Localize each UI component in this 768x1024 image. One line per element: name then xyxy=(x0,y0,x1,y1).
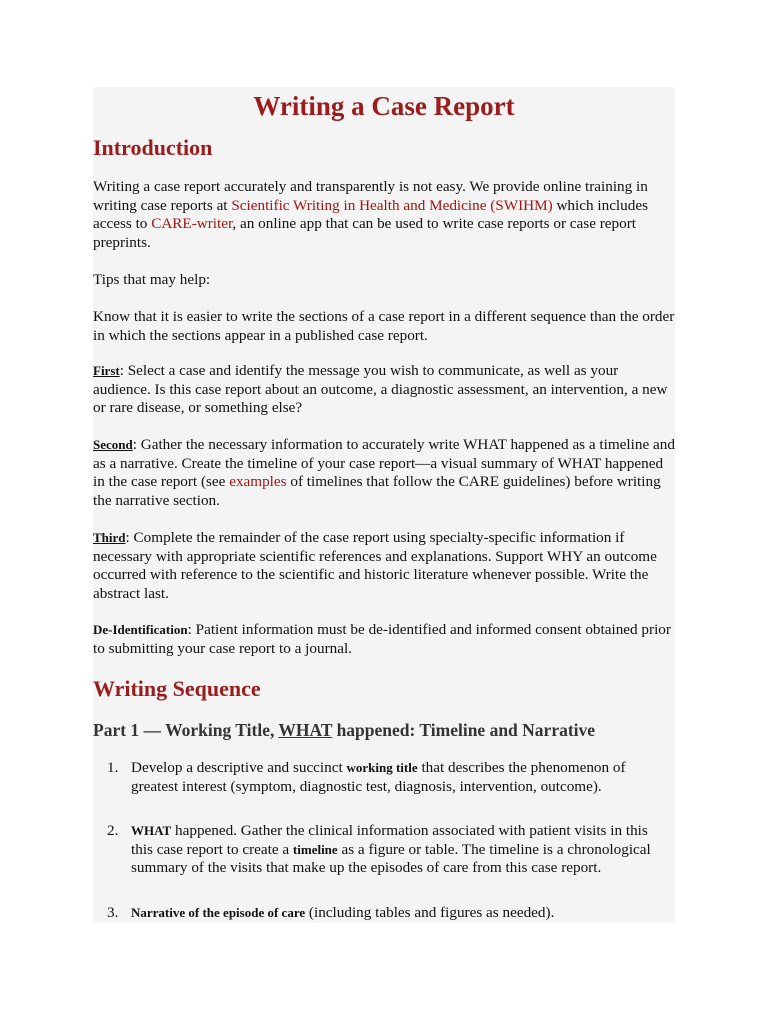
intro-text-a: Writing a case report accurately and transparently is not easy. We provide online training in writing case reports at xyxy=(93,178,648,214)
intro-text-c: , an online app that can be used to write case reports or case report preprints. xyxy=(93,215,636,251)
page-title: Writing a Case Report xyxy=(253,91,515,121)
deidentification-paragraph xyxy=(93,621,675,658)
second-text-b: of timelines that follow the CARE guidelines) before writing the narrative section. xyxy=(93,473,661,509)
second-text-a: : Gather the necessary information to accurately write WHAT happened as a timeline and as a narrative. Create the timeline of your case report—a visual summary of WHAT happened in the case report (see xyxy=(93,436,675,491)
tips-paragraph: Tips that may help: xyxy=(93,271,211,288)
item2-text-c: happened. Gather the clinical information associated with patient visits in this this case report to create a xyxy=(131,822,648,858)
item1-text-c: that describes the phenomenon of greatest interest (symptom, diagnostic test, diagnosis, intervention, outcome). xyxy=(131,759,626,795)
narrative-term: Narrative of the episode of care xyxy=(131,905,306,920)
item3-text-c: (including tables and figures as needed). xyxy=(305,904,555,921)
part1-what: WHAT xyxy=(278,720,333,740)
first-label: First xyxy=(93,363,120,378)
third-text: : Complete the remainder of the case report using specialty-specific information if necessary with appropriate scientific references and explanations. Support WHY an outcome occurred with reference to the scientific and historic literature whenever possible. Write the abstract last. xyxy=(93,529,657,602)
introduction-heading: Introduction xyxy=(93,135,213,160)
swihm-link[interactable]: Scientific Writing in Health and Medicine (SWIHM) xyxy=(231,196,553,214)
list-item-text xyxy=(131,759,671,796)
list-item-number: 1. xyxy=(107,759,119,776)
intro-paragraph-1 xyxy=(93,178,675,252)
timeline-term: timeline xyxy=(292,841,338,857)
part1-text-a: Part 1 — Working Title, xyxy=(93,720,279,740)
third-step-paragraph xyxy=(93,529,675,603)
second-step-paragraph xyxy=(93,436,675,510)
list-item-number: 2. xyxy=(107,822,119,839)
list-item-text xyxy=(131,904,671,923)
second-label: Second xyxy=(93,437,133,452)
writing-sequence-heading: Writing Sequence xyxy=(93,676,261,701)
list-item-number: 3. xyxy=(107,904,119,921)
part1-text-b: happened: Timeline and Narrative xyxy=(332,720,596,740)
item2-text-e: as a figure or table. The timeline is a chronological summary of the visits that make up the episodes of care from this case report. xyxy=(131,840,651,877)
list-item-text xyxy=(131,822,671,878)
third-label: Third xyxy=(93,530,126,545)
document-page xyxy=(93,87,675,923)
working-title-term: working title xyxy=(346,760,418,775)
what-term: WHAT xyxy=(131,823,172,838)
first-text: : Select a case and identify the message you wish to communicate, as well as your audience. Is this case report about an outcome, a diagnostic assessment, an intervention, a new or rare disease, or something else? xyxy=(93,362,668,417)
sequence-note-paragraph: Know that it is easier to write the sections of a case report in a different sequence than the order in which the sections appear in a published case report. xyxy=(93,308,675,344)
part1-heading xyxy=(93,718,595,742)
item1-text-a: Develop a descriptive and succinct xyxy=(131,759,347,776)
care-writer-link[interactable]: CARE-writer xyxy=(151,215,233,233)
deid-label: De-Identification xyxy=(93,622,188,637)
deid-text: : Patient information must be de-identified and informed consent obtained prior to submitting your case report to a journal. xyxy=(93,621,671,657)
first-step-paragraph xyxy=(93,362,675,418)
examples-link[interactable]: examples xyxy=(229,473,287,491)
intro-text-b: which includes access to xyxy=(93,196,648,233)
